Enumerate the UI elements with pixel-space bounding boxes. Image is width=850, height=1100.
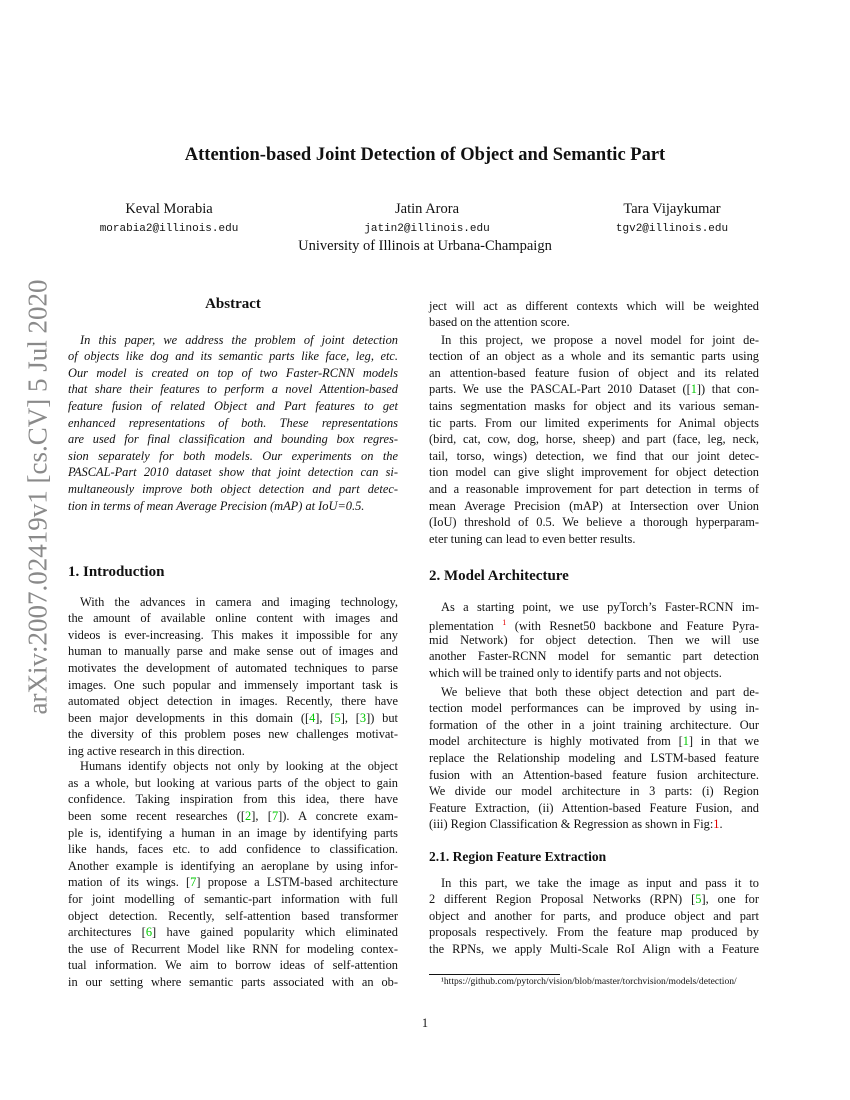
author-name: Tara Vijaykumar [623,201,721,217]
paper-title: Attention-based Joint Detection of Object and Semantic Part [184,145,666,165]
author-1 [49,199,289,237]
footnote-marker[interactable]: 1 [502,618,507,628]
citation-link[interactable]: 2 [245,809,252,824]
arxiv-stamp: arXiv:2007.02419v1 [cs.CV] 5 Jul 2020 [22,279,53,715]
text-line: multaneously improve both object detection and part detec- [68,482,398,497]
citation-link[interactable]: 3 [359,710,367,725]
text-line: tail, torso, wings) detection, we find that our joint detec- [429,448,759,463]
text-line: sion separately for both models. Our experiments on the [68,448,398,463]
text-line: object and another for parts, and produce object and part [429,908,759,923]
text-line: of objects like dog and its semantic parts like face, leg, etc. [68,349,398,364]
text-line: videos is ever-increasing. This makes it impossible for any [68,627,398,642]
text-line: in our setting where semantic parts associated with an ob- [68,975,398,990]
text-line: tains segmentation masks for object and its various seman- [429,399,759,414]
text-line: We believe that both these object detection and part de- [441,684,759,699]
footnote-divider [429,974,560,975]
text-line: proposals respectively. From the feature map produced by [429,925,759,940]
text-line: We divide our model architecture in 3 parts: (i) Region [429,784,759,799]
paragraph [429,332,759,548]
text-line: formation of the other in a joint training architecture. Our [429,717,759,732]
paragraph [429,599,759,682]
text-line: based on the attention score. [429,315,570,330]
text-line: tection model performances can be improved by using in- [429,701,759,716]
text-line: object detection. Recently, self-attention based transformer [68,908,398,923]
page-number: 1 [421,1016,429,1030]
affiliation: University of Illinois at Urbana-Champaign [298,238,552,254]
text-line: (IoU) threshold of 0.5. We believe a thorough hyperparam- [429,515,759,530]
text-line: enhanced representations of both. These representations [68,415,398,430]
text-line: In this part, we take the image as input and pass it to [441,875,759,890]
text-line: replace the Relationship modeling and LSTM-based feature [429,751,759,766]
text-line: as a whole, but looking at various parts of the object to gain [68,775,398,790]
abstract-text [68,332,398,515]
citation-link[interactable]: 4 [309,710,316,725]
text-line: PASCAL-Part 2010 dataset show that joint detection can si- [68,465,398,480]
paragraph [429,298,759,331]
paragraph [68,758,398,990]
text-line: mean Average Precision (mAP) at Intersection over Union [429,498,759,513]
text-line: the diversity of this problem poses new challenges motivat- [68,727,398,742]
author-email: jatin2@illinois.edu [364,223,490,235]
author-email: morabia2@illinois.edu [99,223,239,235]
citation-link[interactable]: 1 [682,734,689,749]
text-line: tion in terms of mean Average Precision (mAP) at IoU=0.5. [68,498,365,513]
text-line: parts. We use the PASCAL-Part 2010 Dataset ([1]) that con- [429,382,759,397]
section-heading-introduction: 1. Introduction [68,564,165,580]
text-line: an attention-based feature fusion of object and its related [429,365,759,380]
footnote: ¹https://github.com/pytorch/vision/blob/master/torchvision/models/detection/ [441,976,737,987]
text-line: motivates the development of automated techniques to parse [68,661,398,676]
text-line: plementation $^1$ (with Resnet50 backbone and Feature Pyra- [429,618,759,634]
text-line: model architecture is highly motivated from [1] in that we [429,734,760,749]
text-line: architectures [6] have gained popularity which eliminated [68,925,399,940]
text-line: the use of Recurrent Model like RNN for modeling contex- [68,941,398,956]
section-heading-model-architecture: 2. Model Architecture [429,568,569,584]
text-line: mid Network) for object detection. Then we will use [429,632,759,647]
text-line: ple is, identifying a human in an image by identifying parts [68,825,398,840]
text-line: (bird, cat, cow, dog, horse, sheep) and part (face, leg, neck, [429,432,759,447]
text-line: tic parts. From our limited experiments for Animal objects [429,415,759,430]
text-line: like hands, faces etc. to add confidence to classification. [68,842,398,857]
text-line: confidence. Taking inspiration from this idea, there have [68,792,398,807]
citation-link[interactable]: 5 [695,892,702,907]
text-line: feature fusion of related Object and Part features to get [68,399,398,414]
text-line: eter tuning can lead to even better results. [429,531,636,546]
text-line: tual information. We aim to borrow ideas of self-attention [68,958,398,973]
text-line: tion model can give slight improvement for object detection [429,465,759,480]
text-line: automated object detection in images. Recently, there have [68,694,398,709]
text-line: the amount of available online content with images and [68,611,398,626]
text-line: human to manually parse and make sense out of images and [68,644,398,659]
author-2 [307,199,547,237]
text-line: been some recent researches ([2], [7]). A concrete exam- [68,809,399,824]
text-line: 2 different Region Proposal Networks (RPN) [5], one for [429,892,759,907]
text-line: With the advances in camera and imaging technology, [80,594,398,609]
text-line: (iii) Region Classification & Regression as shown in Fig:1. [429,817,723,832]
text-line: images. One such popular and immensely important task is [68,677,398,692]
author-name: Keval Morabia [125,201,213,217]
text-line: In this paper, we address the problem of joint detection [80,332,398,347]
text-line: which will be trained only to identify parts and not objects. [429,666,722,681]
abstract-heading: Abstract [205,296,261,312]
subsection-heading-region-feature-extraction: 2.1. Region Feature Extraction [429,849,607,864]
text-line: another Faster-RCNN model for semantic part detection [429,649,759,664]
text-line: In this project, we propose a novel model for joint de- [441,332,759,347]
text-line: ing active research in this direction. [68,744,245,759]
figure-link[interactable]: 1 [713,817,720,832]
text-line: tection of an object as a whole and its semantic parts using [429,349,759,364]
text-line: are used for final classification and bounding box regres- [68,432,398,447]
citation-link[interactable]: 7 [190,875,197,890]
citation-link[interactable]: 1 [690,382,697,397]
text-line: mation of its wings. [7] propose a LSTM-based architecture [68,875,398,890]
author-name: Jatin Arora [394,201,460,217]
text-line: that share their features to perform a novel Attention-based [68,382,398,397]
paragraph [68,594,398,760]
text-line: and a reasonable improvement for part detection in terms of [429,482,759,497]
citation-link[interactable]: 5 [334,710,341,725]
citation-link[interactable]: 6 [145,925,153,940]
text-line: Another example is identifying an aeroplane by using infor- [68,858,398,873]
text-line: As a starting point, we use pyTorch’s Faster-RCNN im- [441,599,759,614]
text-line: been major developments in this domain ([4], [5], [3]) but [68,710,398,725]
paragraph [429,684,759,833]
text-line: fusion with an Attention-based feature fusion architecture. [429,767,759,782]
text-line: the RPNs, we apply Multi-Scale RoI Align with a Feature [429,942,759,957]
text-line: Feature Extraction, (ii) Attention-based Feature Fusion, and [429,800,759,815]
text-line: Humans identify objects not only by looking at the object [80,759,398,774]
author-email: tgv2@illinois.edu [615,223,729,235]
text-line: ject will act as different contexts which will be weighted [429,298,759,313]
paragraph [429,875,759,958]
text-line: Our model is created on top of two Faster-RCNN models [68,365,398,380]
author-3 [552,199,792,237]
citation-link[interactable]: 7 [271,809,279,824]
text-line: for joint modelling of semantic-part information with full [68,892,398,907]
